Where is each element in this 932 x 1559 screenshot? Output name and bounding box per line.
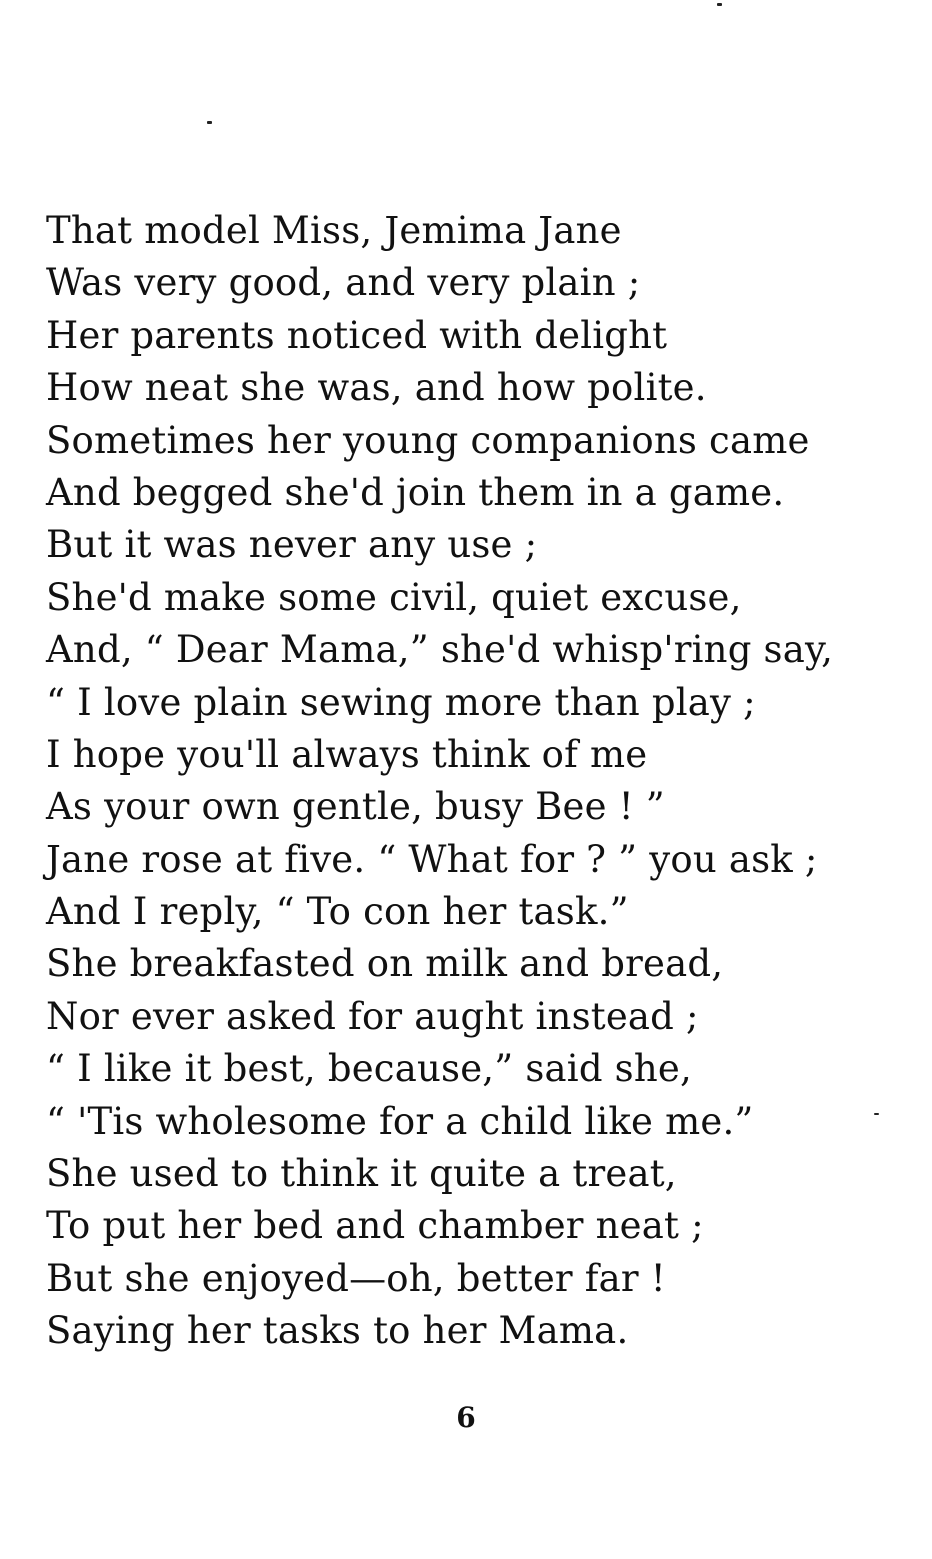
print-speck	[207, 121, 212, 124]
poem-line: Was very good, and very plain ;	[46, 261, 641, 305]
print-speck	[717, 3, 722, 6]
poem-line: “ I like it best, because,” said she,	[46, 1047, 692, 1091]
page-number: 6	[456, 1401, 476, 1434]
poem-line: Her parents noticed with delight	[46, 313, 668, 357]
poem-line: Nor ever asked for aught instead ;	[46, 994, 699, 1038]
poem-line: Jane rose at five. “ What for ? ” you ask ;	[46, 837, 818, 881]
poem-line: “ 'Tis wholesome for a child like me.”	[46, 1099, 754, 1143]
poem-line: That model Miss, Jemima Jane	[46, 209, 622, 252]
poem-line: But it was never any use ;	[46, 523, 538, 567]
poem-line: How neat she was, and how polite.	[46, 366, 707, 410]
poem-line: As your own gentle, busy Bee ! ”	[46, 785, 665, 829]
poem-line: But she enjoyed—oh, better far !	[46, 1256, 666, 1300]
poem-line: Sometimes her young companions came	[46, 418, 810, 462]
poem-line: I hope you'll always think of me	[46, 732, 648, 776]
poem-line: And begged she'd join them in a game.	[46, 470, 785, 514]
poem-line: She'd make some civil, quiet excuse,	[46, 575, 742, 619]
poem-line: And I reply, “ To con her task.”	[46, 890, 629, 934]
poem-text	[46, 205, 916, 1358]
poem-line: To put her bed and chamber neat ;	[46, 1204, 704, 1248]
poem-line: Saying her tasks to her Mama.	[46, 1309, 629, 1353]
poem-line: She breakfasted on milk and bread,	[46, 942, 724, 986]
poem-line: “ I love plain sewing more than play ;	[46, 680, 756, 724]
poem-line: She used to think it quite a treat,	[46, 1152, 677, 1196]
poem-line: And, “ Dear Mama,” she'd whisp'ring say,	[46, 628, 834, 672]
